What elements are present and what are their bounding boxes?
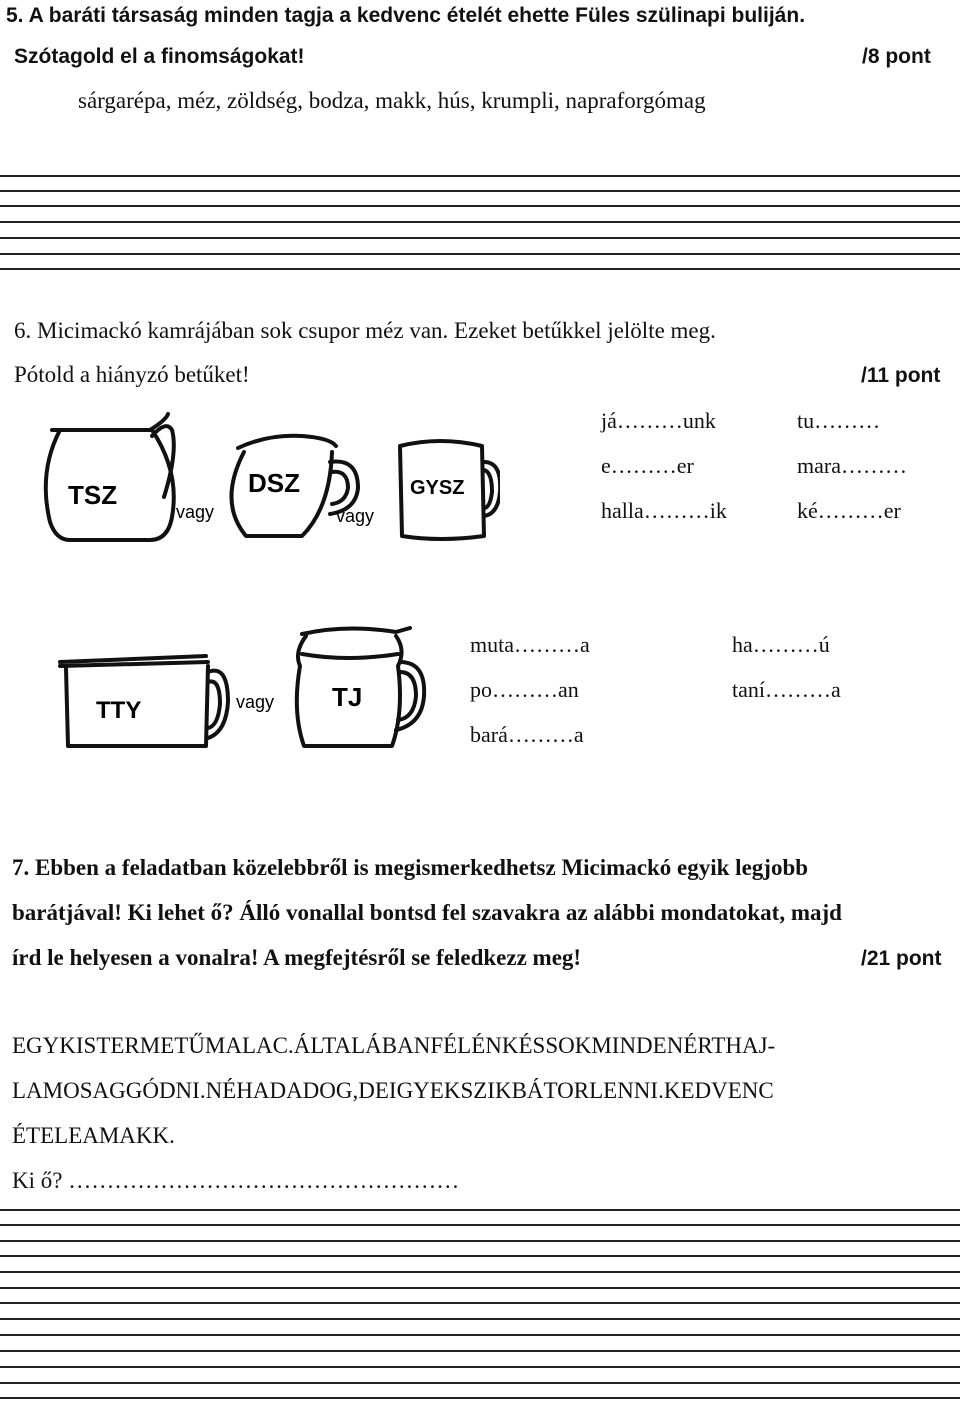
writing-line[interactable]	[0, 1255, 960, 1257]
writing-line[interactable]	[0, 221, 960, 223]
task5-heading: 5. A baráti társaság minden tagja a kedvenc ételét ehette Füles szülinapi buliján.	[6, 4, 806, 27]
or-label-3: vagy	[236, 692, 275, 712]
writing-line[interactable]	[0, 1287, 960, 1289]
task7-points: /21 pont	[861, 947, 942, 970]
jar-label-gysz: GYSZ	[410, 477, 465, 499]
fill-word[interactable]: bará………a	[470, 722, 584, 747]
task7-instruction-2: írd le helyesen a vonalra! A megfejtésről se feledkezz meg!	[12, 945, 582, 970]
answer-question[interactable]: Ki ő? ……………………………………………	[12, 1168, 460, 1193]
writing-line[interactable]	[0, 1302, 960, 1304]
task5-points: /8 pont	[862, 45, 931, 68]
writing-line[interactable]	[0, 1334, 960, 1336]
writing-line[interactable]	[0, 1366, 960, 1368]
fill-word[interactable]: muta………a	[470, 632, 590, 657]
writing-line[interactable]	[0, 175, 960, 177]
or-label-1: vagy	[176, 502, 215, 522]
jars-bottom-illustration	[56, 622, 436, 752]
writing-line[interactable]	[0, 205, 960, 207]
puzzle-text-line-3: ÉTELEAMAKK.	[12, 1123, 175, 1148]
writing-line[interactable]	[0, 268, 960, 270]
writing-line[interactable]	[0, 1350, 960, 1352]
fill-word[interactable]: halla………ik	[601, 498, 727, 523]
writing-line[interactable]	[0, 1397, 960, 1399]
task5-instruction: Szótagold el a finomságokat!	[14, 45, 305, 68]
writing-line[interactable]	[0, 1209, 960, 1211]
writing-line[interactable]	[0, 1318, 960, 1320]
fill-word[interactable]: mara………	[797, 453, 907, 478]
jar-label-tj: TJ	[332, 682, 363, 712]
fill-word[interactable]: ha………ú	[732, 632, 830, 657]
task6-heading: 6. Micimackó kamrájában sok csupor méz van. Ezeket betűkkel jelölte meg.	[14, 318, 716, 343]
puzzle-text-line-1: EGYKISTERMETŰMALAC.ÁLTALÁBANFÉLÉNKÉSSOKMINDENÉRTHAJ-	[12, 1033, 776, 1058]
jar-label-dsz: DSZ	[248, 468, 300, 498]
fill-word[interactable]: já………unk	[601, 408, 716, 433]
fill-word[interactable]: e………er	[601, 453, 694, 478]
task6-points: /11 pont	[861, 364, 941, 387]
jars-top-illustration	[40, 412, 500, 547]
task7-heading: 7. Ebben a feladatban közelebbről is megismerkedhetsz Micimackó egyik legjobb	[12, 855, 809, 880]
fill-word[interactable]: ké………er	[797, 498, 901, 523]
jar-label-tty: TTY	[96, 697, 142, 724]
or-label-2: vagy	[336, 506, 375, 526]
writing-line[interactable]	[0, 1271, 960, 1273]
writing-line[interactable]	[0, 190, 960, 192]
writing-line[interactable]	[0, 1240, 960, 1242]
writing-line[interactable]	[0, 1382, 960, 1384]
fill-word[interactable]: tu………	[797, 408, 881, 433]
writing-line[interactable]	[0, 237, 960, 239]
puzzle-text-line-2: LAMOSAGGÓDNI.NÉHADADOG,DEIGYEKSZIKBÁTORLENNI.KEDVENC	[12, 1078, 774, 1103]
jar-label-tsz: TSZ	[68, 480, 118, 510]
fill-word[interactable]: taní………a	[732, 677, 841, 702]
task6-instruction: Pótold a hiányzó betűket!	[14, 362, 250, 387]
task5-word-list: sárgarépa, méz, zöldség, bodza, makk, hús, krumpli, napraforgómag	[78, 88, 706, 113]
fill-word[interactable]: po………an	[470, 677, 579, 702]
writing-line[interactable]	[0, 1224, 960, 1226]
writing-line[interactable]	[0, 253, 960, 255]
task7-instruction-1: barátjával! Ki lehet ő? Álló vonallal bontsd fel szavakra az alábbi mondatokat, majd	[12, 900, 842, 925]
